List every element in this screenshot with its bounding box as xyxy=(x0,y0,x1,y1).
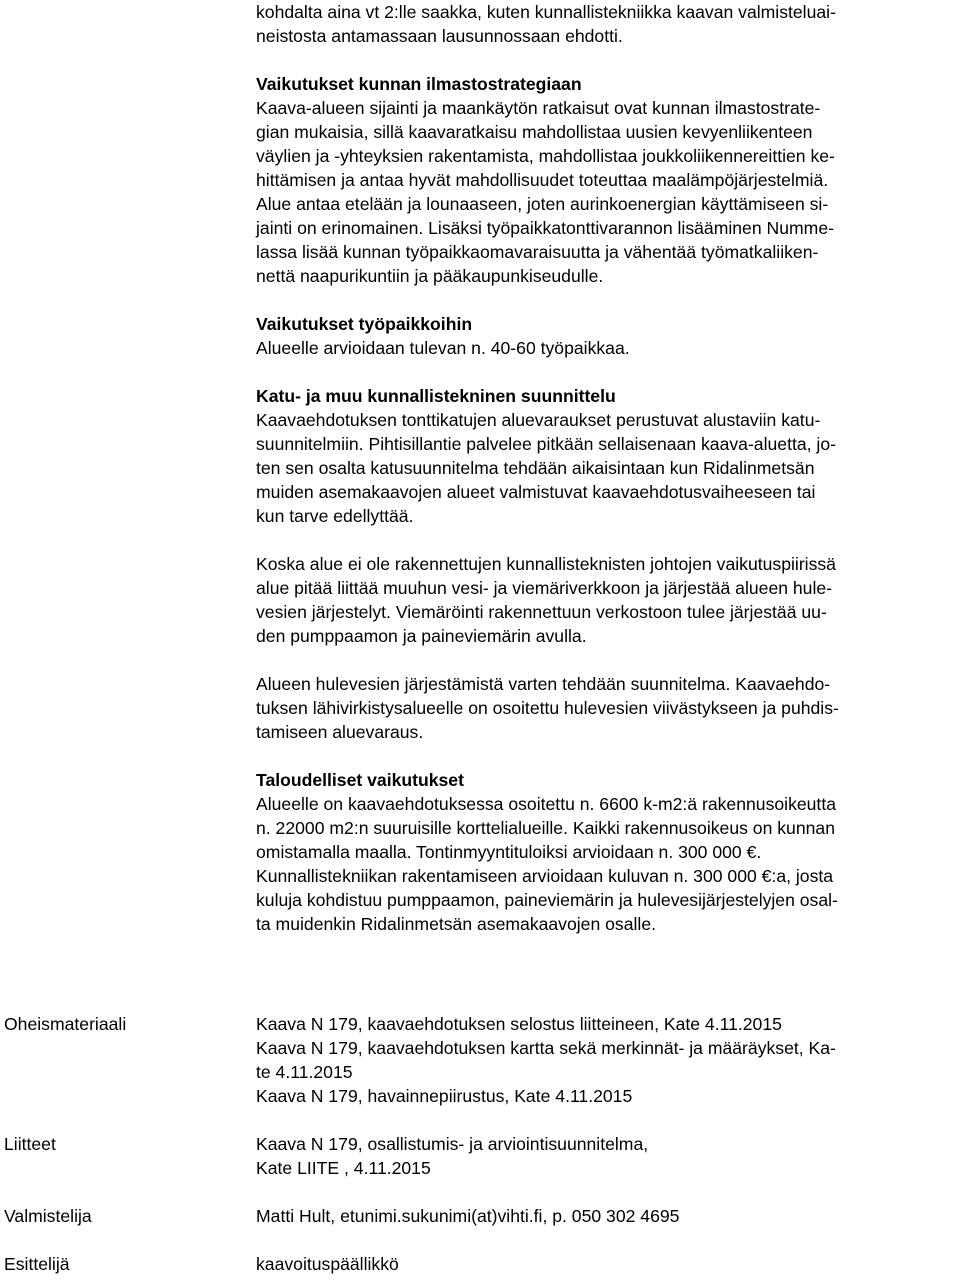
jobs-heading: Vaikutukset työpaikkoihin xyxy=(256,314,473,334)
economic-line: Kunnallistekniikan rakentamiseen arvioidaan kuluvan n. 300 000 €:a, josta xyxy=(256,866,834,886)
climate-line: lassa lisää kunnan työpaikkaomavaraisuutta ja vähentää työmatkaliiken- xyxy=(256,242,819,262)
network-line: den pumppaamon ja paineviemärin avulla. xyxy=(256,626,587,646)
climate-section xyxy=(256,72,956,288)
climate-line: väylien ja -yhteyksien rakentamista, mahdollistaa joukkoliikennereittien ke- xyxy=(256,146,835,166)
presenter-row xyxy=(4,1252,954,1276)
economic-heading: Taloudelliset vaikutukset xyxy=(256,770,464,790)
intro-paragraph xyxy=(256,0,956,48)
attachments-block xyxy=(4,1012,954,1276)
materials-label: Oheismateriaali xyxy=(4,1014,127,1034)
street-section xyxy=(256,384,956,528)
climate-line: hittämisen ja antaa hyvät mahdollisuudet toteuttaa maalämpöjärjestelmiä. xyxy=(256,170,829,190)
stormwater-paragraph xyxy=(256,672,956,744)
preparer-row xyxy=(4,1204,954,1228)
preparer-label: Valmistelija xyxy=(4,1206,92,1226)
economic-line: n. 22000 m2:n suuruisille korttelialueille. Kaikki rakennusoikeus on kunnan xyxy=(256,818,835,838)
street-line: suunnitelmiin. Pihtisillantie palvelee pitkään sellaisenaan kaava-aluetta, jo- xyxy=(256,434,836,454)
materials-list xyxy=(256,1012,954,1108)
street-line: muiden asemakaavojen alueet valmistuvat kaavaehdotusvaiheeseen tai xyxy=(256,482,816,502)
economic-line: kuluja kohdistuu pumppaamon, paineviemärin ja hulevesijärjestelyjen osal- xyxy=(256,890,838,910)
climate-line: nettä naapurikuntiin ja pääkaupunkiseudulle. xyxy=(256,266,604,286)
climate-line: gian mukaisia, sillä kaavaratkaisu mahdollistaa uusien kevyenliikenteen xyxy=(256,122,813,142)
presenter-label: Esittelijä xyxy=(4,1254,70,1274)
climate-line: Kaava-alueen sijainti ja maankäytön ratkaisut ovat kunnan ilmastostrate- xyxy=(256,98,821,118)
network-line: vesien järjestelyt. Viemäröinti rakennettuun verkostoon tulee järjestää uu- xyxy=(256,602,827,622)
jobs-section xyxy=(256,312,956,360)
presenter-value: kaavoituspäällikkö xyxy=(256,1254,399,1274)
street-line: kun tarve edellyttää. xyxy=(256,506,414,526)
network-paragraph xyxy=(256,552,956,648)
street-heading: Katu- ja muu kunnallistekninen suunnittelu xyxy=(256,386,616,406)
climate-line: jainti on erinomainen. Lisäksi työpaikkatonttivarannon lisääminen Numme- xyxy=(256,218,834,238)
materials-item: Kaava N 179, kaavaehdotuksen selostus liitteineen, Kate 4.11.2015 xyxy=(256,1014,782,1034)
materials-item: Kaava N 179, havainnepiirustus, Kate 4.11.2015 xyxy=(256,1086,633,1106)
climate-line: Alue antaa etelään ja lounaaseen, joten aurinkoenergian käyttämiseen si- xyxy=(256,194,829,214)
jobs-line: Alueelle arvioidaan tulevan n. 40-60 työpaikkaa. xyxy=(256,338,630,358)
appendices-item: Kaava N 179, osallistumis- ja arviointisuunnitelma, xyxy=(256,1134,649,1154)
stormwater-line: Alueen hulevesien järjestämistä varten tehdään suunnitelma. Kaavaehdo- xyxy=(256,674,831,694)
materials-item: te 4.11.2015 xyxy=(256,1062,353,1082)
materials-row xyxy=(4,1012,954,1108)
document-body xyxy=(256,0,956,960)
network-line: Koska alue ei ole rakennettujen kunnallisteknisten johtojen vaikutuspiirissä xyxy=(256,554,836,574)
materials-item: Kaava N 179, kaavaehdotuksen kartta sekä merkinnät- ja määräykset, Ka- xyxy=(256,1038,836,1058)
appendices-row xyxy=(4,1132,954,1180)
appendices-list xyxy=(256,1132,954,1180)
economic-line: omistamalla maalla. Tontinmyyntituloiksi arvioidaan n. 300 000 €. xyxy=(256,842,762,862)
street-line: Kaavaehdotuksen tonttikatujen aluevaraukset perustuvat alustaviin katu- xyxy=(256,410,821,430)
stormwater-line: tuksen lähivirkistysalueelle on osoitettu hulevesien viivästykseen ja puhdis- xyxy=(256,698,839,718)
preparer-value: Matti Hult, etunimi.sukunimi(at)vihti.fi, p. 050 302 4695 xyxy=(256,1206,680,1226)
appendices-item: Kate LIITE , 4.11.2015 xyxy=(256,1158,431,1178)
intro-line: kohdalta aina vt 2:lle saakka, kuten kunnallistekniikka kaavan valmisteluai- xyxy=(256,2,836,22)
appendices-label: Liitteet xyxy=(4,1134,56,1154)
street-line: ten sen osalta katusuunnitelma tehdään aikaisintaan kun Ridalinmetsän xyxy=(256,458,815,478)
intro-line: neistosta antamassaan lausunnossaan ehdotti. xyxy=(256,26,623,46)
climate-heading: Vaikutukset kunnan ilmastostrategiaan xyxy=(256,74,582,94)
network-line: alue pitää liittää muuhun vesi- ja viemäriverkkoon ja järjestää alueen hule- xyxy=(256,578,833,598)
stormwater-line: tamiseen aluevaraus. xyxy=(256,722,424,742)
economic-line: ta muidenkin Ridalinmetsän asemakaavojen osalle. xyxy=(256,914,656,934)
economic-section xyxy=(256,768,956,936)
economic-line: Alueelle on kaavaehdotuksessa osoitettu n. 6600 k-m2:ä rakennusoikeutta xyxy=(256,794,836,814)
